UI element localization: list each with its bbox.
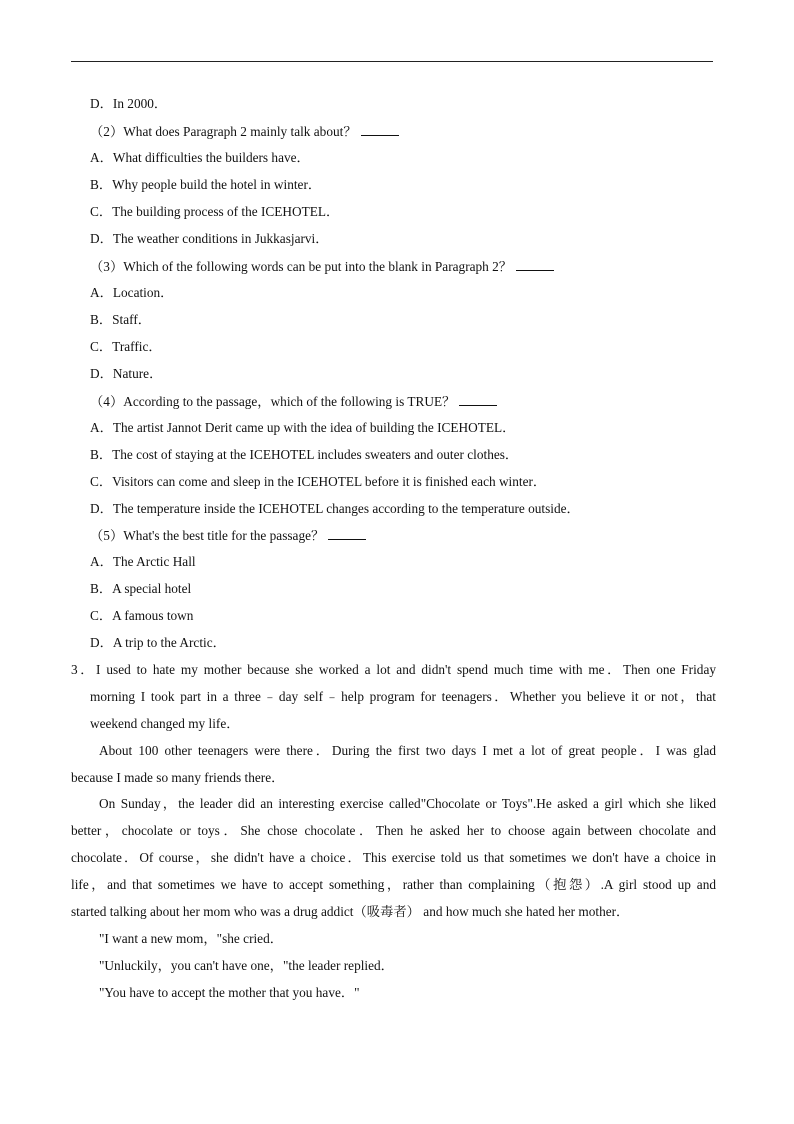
q2-stem: [90, 123, 399, 140]
q5-stem-text: （5）What's the best title for the passage？: [90, 528, 325, 543]
q1-option-d: D．In 2000．: [90, 96, 168, 111]
passage3-dialogue-3: "You have to accept the mother that you have．": [99, 985, 360, 1000]
passage3-p2-line-1: About 100 other teenagers were there．During the first two days I met a lot of great people．I was glad: [99, 743, 716, 758]
q2-option-c: C．The building process of the ICEHOTEL．: [90, 204, 340, 219]
q3-option-c: C．Traffic．: [90, 339, 162, 354]
q3-option-b: B．Staff．: [90, 312, 152, 327]
passage3-p3-line-5: started talking about her mom who was a drug addict（吸毒者） and how much she hated her mother．: [71, 904, 630, 919]
q2-option-d: D．The weather conditions in Jukkasjarvi．: [90, 231, 329, 246]
q4-option-b: B．The cost of staying at the ICEHOTEL includes sweaters and outer clothes．: [90, 447, 519, 462]
q4-stem: [90, 393, 497, 410]
passage3-dialogue-2: "Unluckily，you can't have one，"the leader replied．: [99, 958, 394, 973]
q5-option-d: D．A trip to the Arctic．: [90, 635, 226, 650]
q3-stem: [90, 258, 554, 275]
passage3-p3-line-4: life，and that sometimes we have to accept something，rather than complaining（抱怨）.A girl stood up and: [71, 877, 716, 892]
q3-option-a: A．Location．: [90, 285, 174, 300]
passage3-line-3: weekend changed my life．: [90, 716, 240, 731]
q4-option-c: C．Visitors can come and sleep in the ICEHOTEL before it is finished each winter．: [90, 474, 547, 489]
passage3-p3-line-1: On Sunday，the leader did an interesting exercise called"Chocolate or Toys".He asked a girl which she liked: [99, 796, 716, 811]
q3-answer-blank[interactable]: [516, 258, 554, 271]
passage3-line-2: morning I took part in a three﹣day self﹣help program for teenagers．Whether you believe it or not，that: [90, 689, 716, 704]
passage3-dialogue-1: "I want a new mom，"she cried．: [99, 931, 284, 946]
q2-option-b: B．Why people build the hotel in winter．: [90, 177, 322, 192]
q3-option-d: D．Nature．: [90, 366, 163, 381]
passage3-line-1: 3．I used to hate my mother because she worked a lot and didn't spend much time with me．Then one Friday: [71, 662, 716, 677]
q4-option-a: A．The artist Jannot Derit came up with the idea of building the ICEHOTEL．: [90, 420, 516, 435]
q5-option-b: B．A special hotel: [90, 581, 192, 596]
passage3-p3-line-2: better，chocolate or toys．She chose chocolate．Then he asked her to choose again between chocolate and: [71, 823, 716, 838]
q5-stem: [90, 527, 366, 544]
q3-stem-text: （3）Which of the following words can be put into the blank in Paragraph 2？: [90, 259, 513, 274]
q5-answer-blank[interactable]: [328, 527, 366, 540]
q4-option-d: D．The temperature inside the ICEHOTEL changes according to the temperature outside．: [90, 501, 580, 516]
q2-stem-text: （2）What does Paragraph 2 mainly talk about？: [90, 124, 357, 139]
header-rule: [71, 61, 713, 62]
passage3-p3-line-3: chocolate．Of course，she didn't have a choice．This exercise told us that sometimes we don't have a choice in: [71, 850, 716, 865]
q2-answer-blank[interactable]: [361, 123, 399, 136]
q4-answer-blank[interactable]: [459, 393, 497, 406]
q5-option-c: C．A famous town: [90, 608, 194, 623]
q2-option-a: A．What difficulties the builders have．: [90, 150, 310, 165]
q4-stem-text: （4）According to the passage，which of the following is TRUE？: [90, 394, 456, 409]
passage3-p2-line-2: because I made so many friends there．: [71, 770, 285, 785]
q5-option-a: A．The Arctic Hall: [90, 554, 196, 569]
